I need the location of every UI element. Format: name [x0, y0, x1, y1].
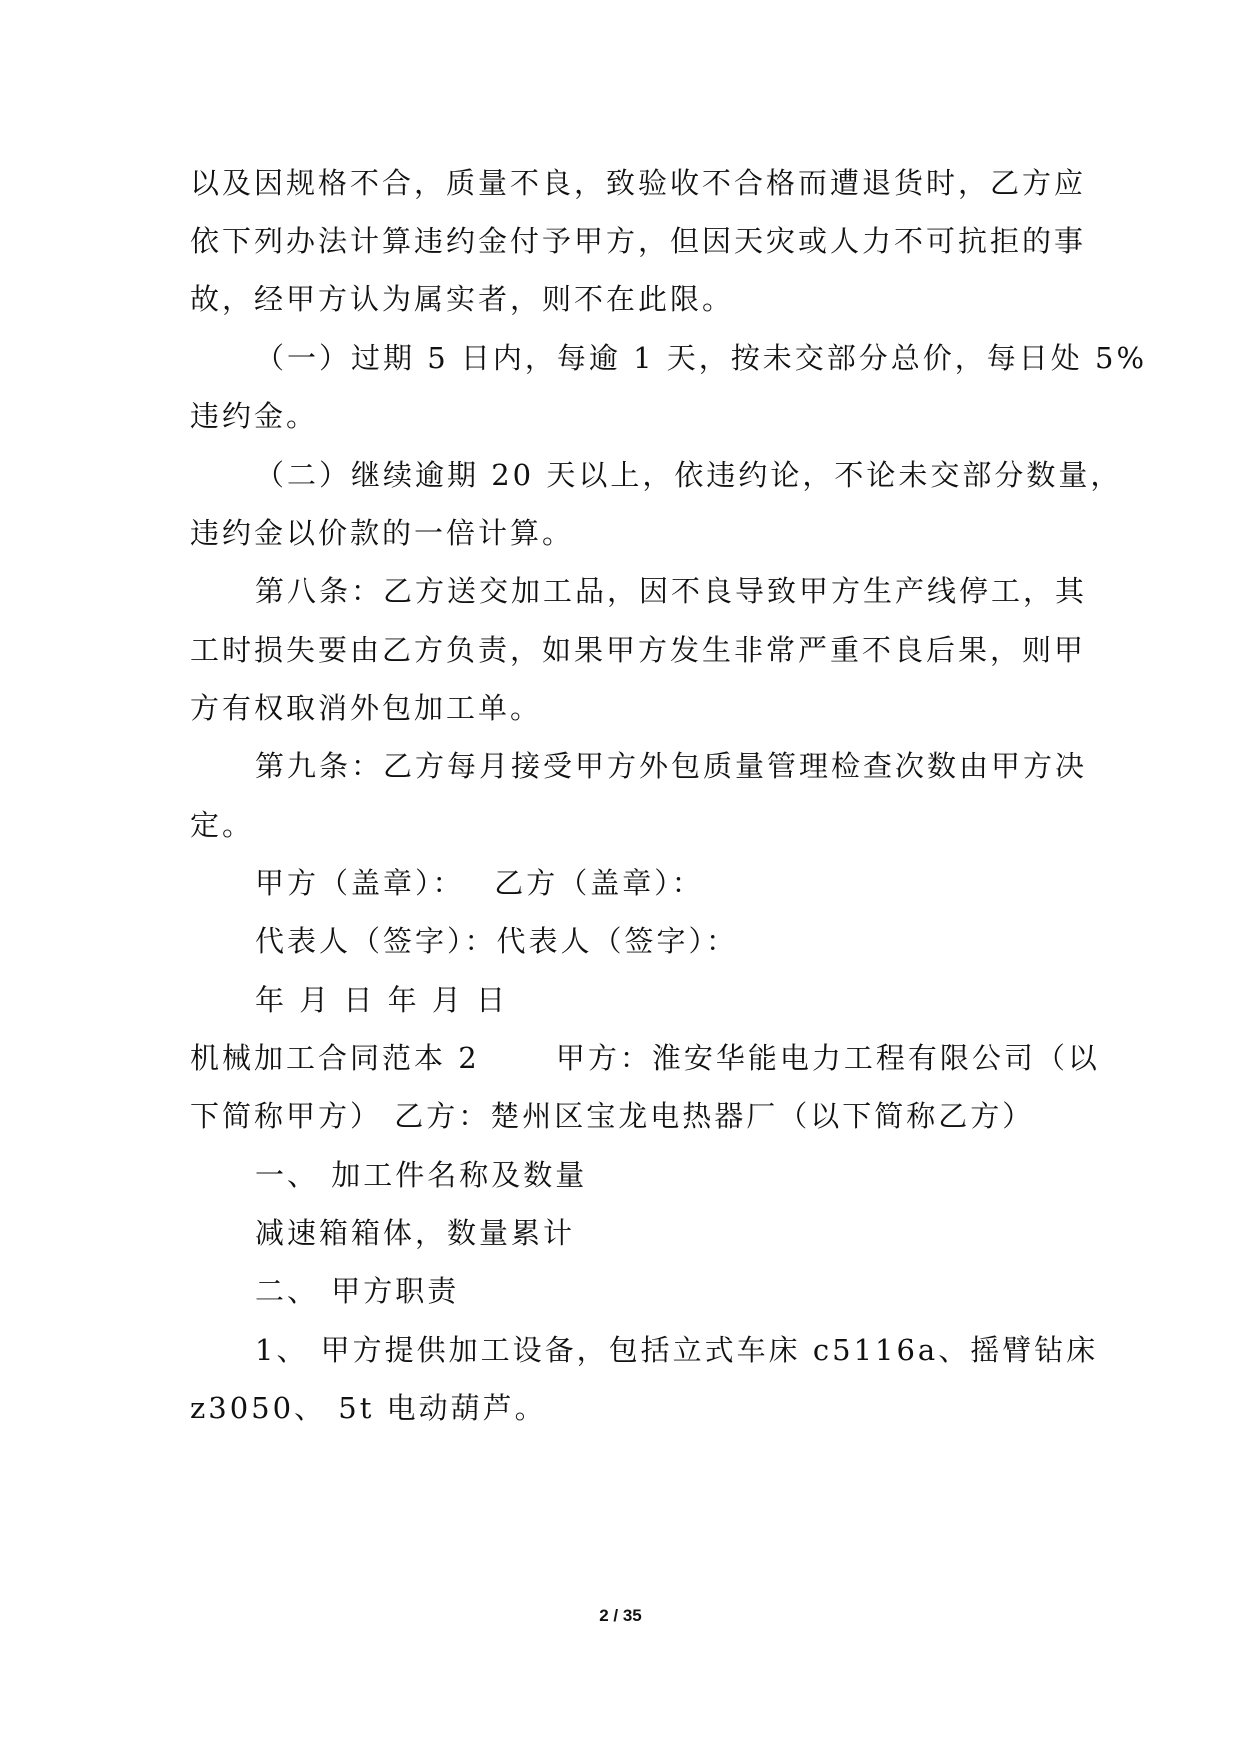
paragraph-line: 第八条：乙方送交加工品，因不良导致甲方生产线停工，其 [255, 574, 1088, 608]
paragraph-line: （二）继续逾期 20 天以上，依违约论，不论未交部分数量， [255, 458, 1123, 492]
paragraph-line: （一）过期 5 日内，每逾 1 天，按未交部分总价，每日处 5% [255, 341, 1148, 375]
paragraph-line: 故，经甲方认为属实者，则不在此限。 [190, 282, 735, 316]
signature-representative-line: 代表人（签字）：代表人（签字）： [255, 924, 739, 958]
paragraph-line: 违约金以价款的一倍计算。 [190, 516, 575, 550]
contract-heading-line: 机械加工合同范本 2 甲方：淮安华能电力工程有限公司（以 [190, 1041, 1100, 1075]
section-heading: 一、 加工件名称及数量 [255, 1158, 588, 1192]
paragraph-line: 定。 [190, 808, 255, 842]
paragraph-line: 方有权取消外包加工单。 [190, 691, 543, 725]
paragraph-line: 依下列办法计算违约金付予甲方，但因天灾或人力不可抗拒的事 [190, 224, 1087, 258]
page-number: 2 / 35 [599, 1606, 642, 1625]
signature-date-line: 年 月 日 年 月 日 [255, 983, 509, 1017]
paragraph-line: 减速箱箱体，数量累计 [255, 1216, 576, 1250]
paragraph-line: z3050、 5t 电动葫芦。 [190, 1391, 547, 1425]
paragraph-line: 1、 甲方提供加工设备，包括立式车床 c5116a、摇臂钻床 [255, 1333, 1099, 1367]
section-heading: 二、 甲方职责 [255, 1274, 460, 1308]
paragraph-line: 工时损失要由乙方负责，如果甲方发生非常严重不良后果，则甲 [190, 633, 1087, 667]
paragraph-line: 第九条：乙方每月接受甲方外包质量管理检查次数由甲方决 [255, 749, 1088, 783]
paragraph-line: 下简称甲方） 乙方：楚州区宝龙电热器厂（以下简称乙方） [190, 1099, 1035, 1133]
paragraph-line: 违约金。 [190, 399, 319, 433]
signature-party-line: 甲方（盖章）： 乙方（盖章）： [255, 866, 704, 900]
paragraph-line: 以及因规格不合，质量不良，致验收不合格而遭退货时，乙方应 [190, 166, 1087, 200]
